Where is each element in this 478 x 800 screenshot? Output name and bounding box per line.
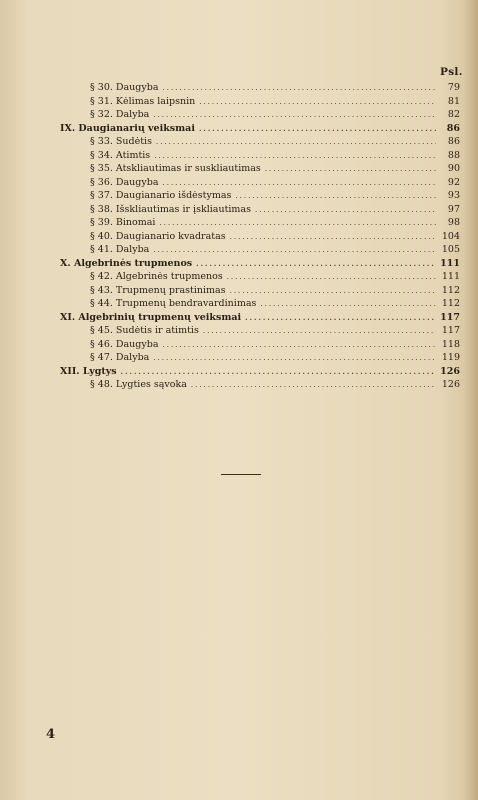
dot-leader: [203, 325, 436, 337]
dot-leader: [196, 258, 436, 270]
dot-leader: [260, 298, 436, 310]
toc-entry-label: § 38. Išskliautimas ir įskliautimas: [90, 203, 251, 215]
toc-entry-label: § 37. Daugianario išdėstymas: [90, 190, 232, 201]
toc-entry: [90, 190, 460, 202]
toc-entry: [90, 204, 460, 216]
toc-chapter-page: 86: [446, 122, 460, 134]
toc-entry-page: 97: [447, 203, 460, 215]
toc-entry: [90, 244, 460, 256]
toc-entry: [90, 339, 460, 351]
dot-leader: [199, 123, 436, 135]
dot-leader: [230, 231, 436, 243]
toc-entry-page: 111: [441, 271, 460, 282]
toc-entry-label: § 39. Binomai: [90, 217, 156, 228]
page-edge-shadow: [464, 0, 478, 800]
toc-entry-label: § 40. Daugianario kvadratas: [90, 230, 226, 242]
toc-entry-page: 104: [441, 230, 460, 242]
toc-entry-page: 117: [441, 325, 460, 336]
dot-leader: [154, 150, 436, 162]
dot-leader: [159, 217, 436, 229]
toc-entry-label: § 47. Dalyba: [90, 352, 150, 363]
dot-leader: [199, 96, 436, 108]
toc-chapter-page: 117: [440, 311, 460, 323]
dot-leader: [156, 136, 436, 148]
toc-entry-page: 88: [447, 149, 460, 161]
toc-chapter: [60, 366, 460, 378]
dot-leader: [245, 312, 436, 324]
dot-leader: [191, 379, 436, 391]
toc-entry-page: 112: [441, 298, 460, 309]
toc-chapter-page: 126: [440, 365, 460, 377]
end-rule: [221, 474, 261, 475]
toc-entry: [90, 217, 460, 229]
toc-chapter-label: X. Algebrinės trupmenos: [60, 257, 193, 269]
toc-entry: [90, 285, 460, 297]
toc-entry-label: § 46. Daugyba: [90, 338, 159, 350]
toc-chapter: [60, 123, 460, 135]
toc-entry: [90, 96, 460, 108]
toc-entry-page: 79: [447, 82, 460, 93]
toc-entry-page: 112: [441, 284, 460, 296]
toc-entry-label: § 35. Atskliautimas ir suskliautimas: [90, 163, 261, 174]
toc-entry: [90, 271, 460, 283]
toc-entry-page: 82: [447, 109, 460, 120]
page-number: 4: [46, 727, 56, 742]
dot-leader: [153, 352, 436, 364]
toc-entry-label: § 48. Lygties sąvoka: [90, 379, 187, 390]
toc-entry-label: § 42. Algebrinės trupmenos: [90, 271, 223, 282]
toc-entry-label: § 30. Daugyba: [90, 82, 159, 93]
toc-chapter-label: IX. Daugianarių veiksmai: [60, 122, 195, 134]
toc-entry-page: 105: [441, 244, 460, 255]
toc-entry-page: 93: [447, 190, 460, 201]
toc-entry: [90, 379, 460, 391]
toc-chapter: [60, 258, 460, 270]
toc-entry-label: § 31. Kėlimas laipsnin: [90, 95, 196, 107]
toc-entry: [90, 298, 460, 310]
dot-leader: [265, 163, 436, 175]
toc-entry: [90, 136, 460, 148]
toc-entry-page: 90: [447, 163, 460, 174]
toc-chapter: [60, 312, 460, 324]
toc-entry-label: § 34. Atimtis: [90, 149, 151, 161]
toc-entry: [90, 150, 460, 162]
toc-entry-label: § 36. Daugyba: [90, 176, 159, 188]
toc-entry: [90, 109, 460, 121]
dot-leader: [230, 285, 436, 297]
toc-entry-label: § 41. Dalyba: [90, 244, 150, 255]
toc-entry-page: 86: [447, 136, 460, 147]
toc-entry-page: 92: [447, 176, 460, 188]
dot-leader: [163, 82, 437, 94]
dot-leader: [153, 109, 436, 121]
toc-chapter-label: XI. Algebrinių trupmenų veiksmai: [60, 311, 242, 323]
toc-entry-page: 126: [441, 379, 460, 390]
toc-entry-label: § 32. Dalyba: [90, 109, 150, 120]
toc-entry-label: § 45. Sudėtis ir atimtis: [90, 325, 199, 336]
toc-entry-label: § 33. Sudėtis: [90, 136, 152, 147]
dot-leader: [153, 244, 436, 256]
toc-entry: [90, 325, 460, 337]
toc-entry-page: 118: [441, 338, 460, 350]
dot-leader: [163, 339, 437, 351]
page-column-label: Psl.: [440, 66, 463, 78]
toc-entry-label: § 43. Trupmenų prastinimas: [90, 284, 226, 296]
toc-entry: [90, 82, 460, 94]
toc-chapter-page: 111: [440, 257, 460, 269]
toc-entry: [90, 163, 460, 175]
toc-entry: [90, 352, 460, 364]
dot-leader: [235, 190, 436, 202]
dot-leader: [163, 177, 437, 189]
toc-entry-page: 98: [447, 217, 460, 228]
toc-entry: [90, 231, 460, 243]
dot-leader: [255, 204, 436, 216]
dot-leader: [227, 271, 436, 283]
dot-leader: [121, 366, 436, 378]
toc-chapter-label: XII. Lygtys: [60, 365, 117, 377]
toc-entry-label: § 44. Trupmenų bendravardinimas: [90, 298, 257, 309]
toc-entry-page: 119: [441, 352, 460, 363]
toc-entry: [90, 177, 460, 189]
toc-entry-page: 81: [447, 95, 460, 107]
